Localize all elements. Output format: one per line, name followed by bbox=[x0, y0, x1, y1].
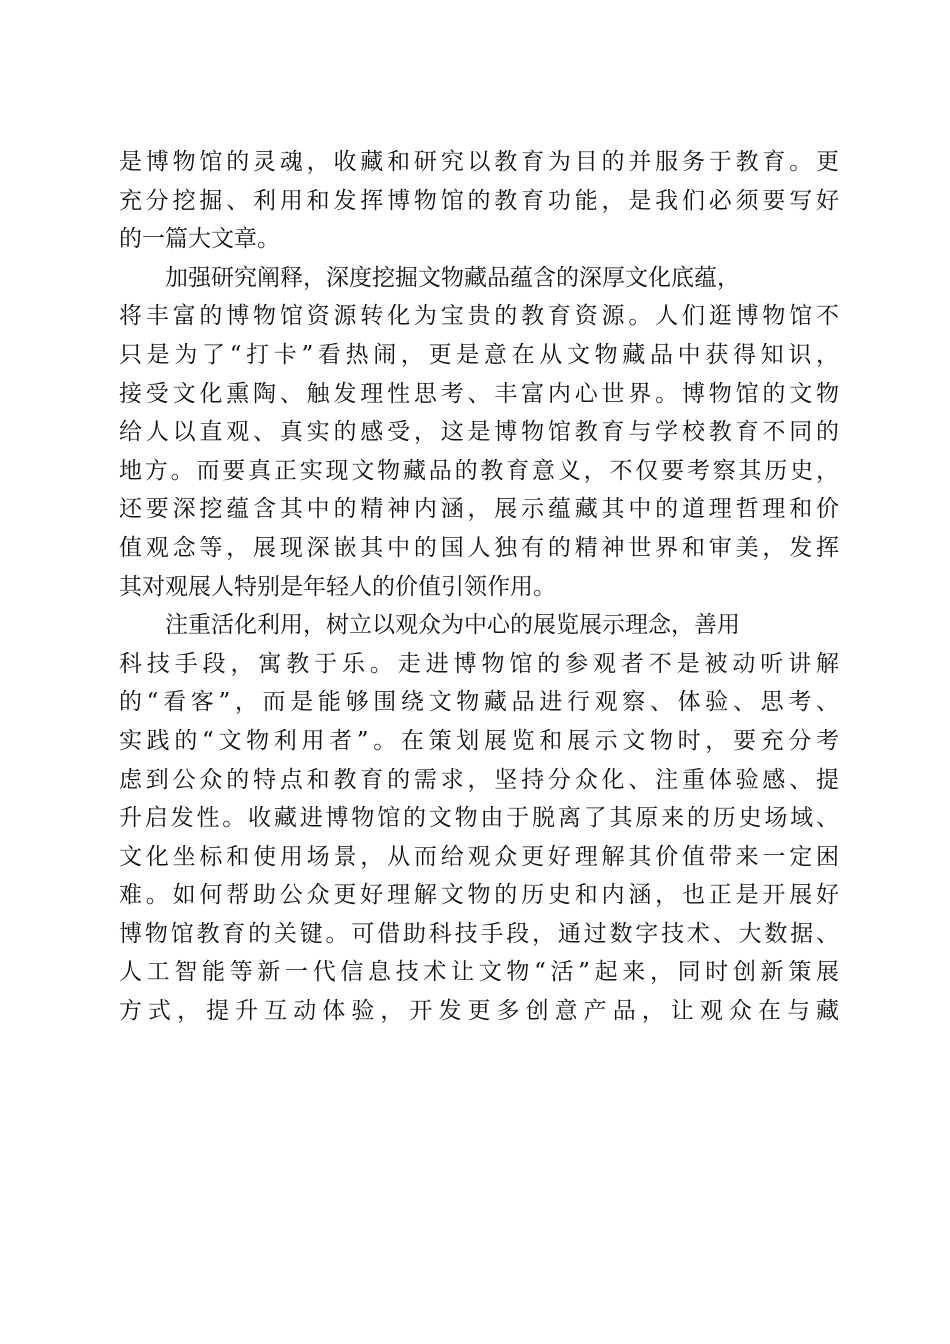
text-line: 将丰富的博物馆资源转化为宝贵的教育资源。人们逛博物馆不 bbox=[119, 303, 839, 330]
text-line: 升启发性。收藏进博物馆的文物由于脱离了其原来的历史场域、 bbox=[119, 805, 839, 832]
text-line: 难。如何帮助公众更好理解文物的历史和内涵，也正是开展好 bbox=[119, 882, 839, 909]
text-line: 文化坐标和使用场景，从而给观众更好理解其价值带来一定困 bbox=[119, 843, 839, 870]
text-line: 博物馆教育的关键。可借助科技手段，通过数字技术、大数据、 bbox=[119, 920, 839, 947]
text-line: 的一篇大文章。 bbox=[119, 226, 280, 253]
text-line: 充分挖掘、利用和发挥博物馆的教育功能，是我们必须要写好 bbox=[119, 187, 839, 214]
text-line: 值观念等，展现深嵌其中的国人独有的精神世界和审美，发挥 bbox=[119, 534, 839, 561]
document-body bbox=[119, 143, 839, 1031]
text-line: 虑到公众的特点和教育的需求，坚持分众化、注重体验感、提 bbox=[119, 766, 839, 793]
text-line: 方式，提升互动体验，开发更多创意产品，让观众在与藏 bbox=[119, 998, 839, 1025]
text-line: 科技手段，寓教于乐。走进博物馆的参观者不是被动听讲解 bbox=[119, 650, 839, 677]
text-line: 的“看客”，而是能够围绕文物藏品进行观察、体验、思考、 bbox=[119, 689, 839, 716]
paragraph-first-line: 注重活化利用，树立以观众为中心的展览展示理念，善用 bbox=[165, 612, 740, 639]
paragraph-first-line: 加强研究阐释，深度挖掘文物藏品蕴含的深厚文化底蕴， bbox=[165, 264, 740, 291]
text-line: 给人以直观、真实的感受，这是博物馆教育与学校教育不同的 bbox=[119, 419, 839, 446]
text-line: 只是为了“打卡”看热闹，更是意在从文物藏品中获得知识， bbox=[119, 341, 839, 368]
text-line: 实践的“文物利用者”。在策划展览和展示文物时，要充分考 bbox=[119, 727, 839, 754]
text-line: 其对观展人特别是年轻人的价值引领作用。 bbox=[119, 573, 556, 600]
text-line: 还要深挖蕴含其中的精神内涵，展示蕴藏其中的道理哲理和价 bbox=[119, 496, 839, 523]
text-line: 地方。而要真正实现文物藏品的教育意义，不仅要考察其历史， bbox=[119, 457, 839, 484]
text-line: 是博物馆的灵魂，收藏和研究以教育为目的并服务于教育。更 bbox=[119, 149, 839, 175]
text-line: 接受文化熏陶、触发理性思考、丰富内心世界。博物馆的文物 bbox=[119, 380, 839, 407]
text-line: 人工智能等新一代信息技术让文物“活”起来，同时创新策展 bbox=[119, 959, 839, 986]
